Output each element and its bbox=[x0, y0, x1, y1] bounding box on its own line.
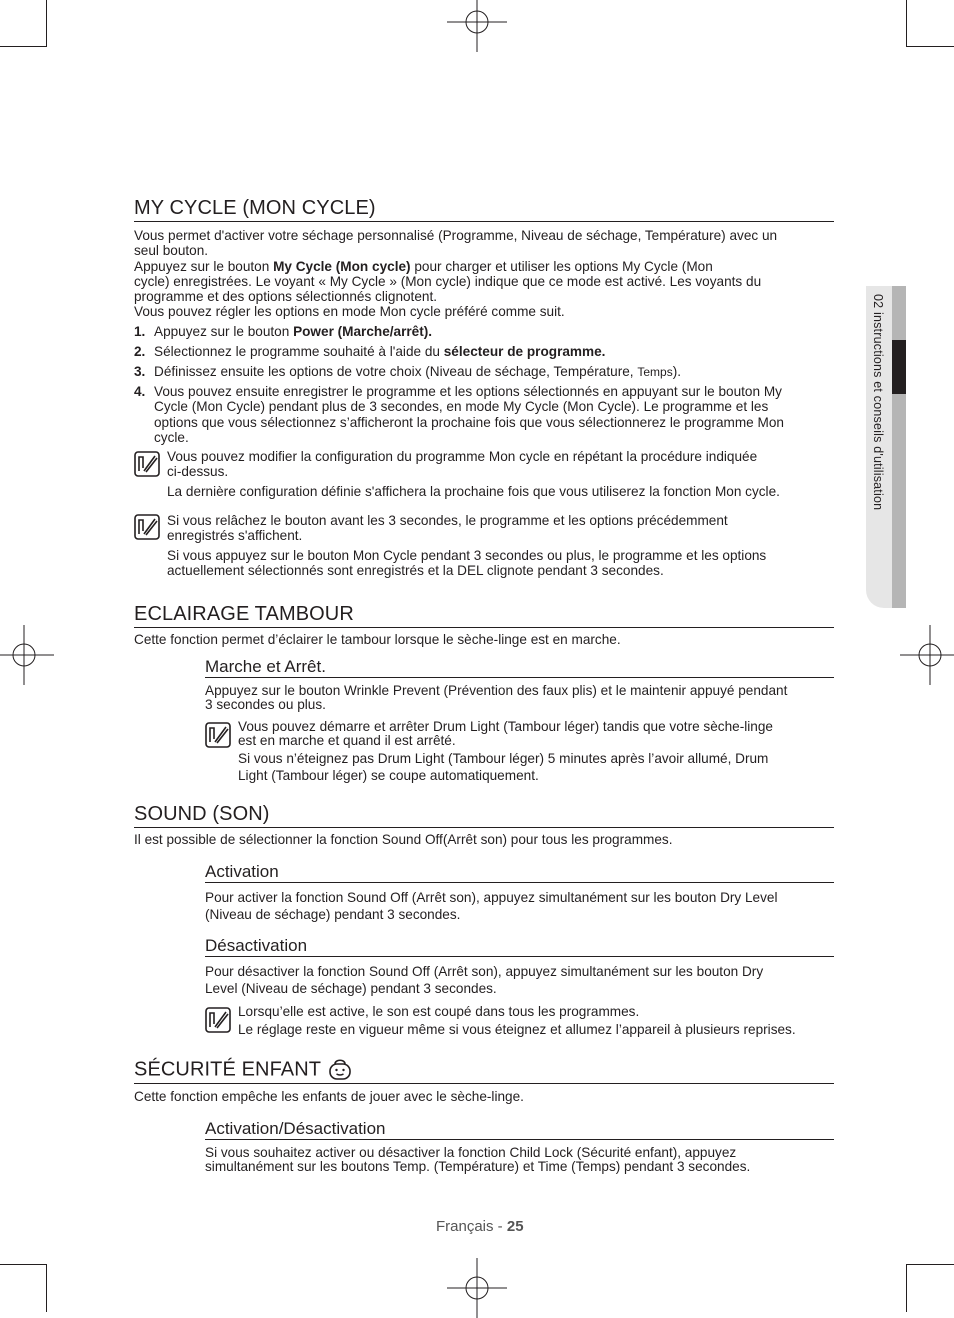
text-span: Définissez ensuite les options de votre choix (Niveau de séchage, Température, bbox=[154, 364, 638, 379]
text-span: Appuyez sur le bouton bbox=[134, 258, 274, 274]
text-line: Light (Tambour léger) se coupe automatiquement. bbox=[238, 768, 539, 784]
text-line: Vous pouvez démarre et arrêter Drum Light (Tambour léger) tandis que votre sèche-linge bbox=[238, 719, 773, 734]
text-line: Vous pouvez modifier la configuration du programme Mon cycle en répétant la procédure indiquée bbox=[167, 449, 758, 464]
paragraph: Il est possible de sélectionner la fonction Sound Off(Arrêt son) pour tous les programmes. bbox=[134, 832, 673, 847]
subheading-desactivation: Désactivation bbox=[205, 936, 834, 957]
text-line: enregistrés s'affichent. bbox=[167, 528, 303, 544]
paragraph bbox=[205, 963, 835, 997]
page-footer bbox=[436, 1218, 524, 1235]
section-heading-my-cycle: MY CYCLE (MON CYCLE) bbox=[134, 197, 834, 222]
text-line: Si vous n’éteignez pas Drum Light (Tambour léger) 5 minutes après l’avoir allumé, Drum bbox=[238, 751, 769, 766]
page-number: 25 bbox=[506, 1218, 524, 1235]
chapter-tab-bar bbox=[892, 286, 906, 608]
crop-mark bbox=[906, 1264, 954, 1265]
small-text: Temps bbox=[637, 365, 673, 379]
step-number: 2. bbox=[134, 344, 146, 359]
crop-mark bbox=[0, 46, 47, 47]
text-line: cycle) enregistrées. Le voyant « My Cycle » (Mon cycle) indique que ce mode est activé. Les voyants du bbox=[134, 273, 762, 289]
text-line: Vous pouvez ensuite enregistrer le programme et les options sélectionnés en appuyant sur le bouton My bbox=[154, 384, 782, 399]
text-line: (Niveau de séchage) pendant 3 secondes. bbox=[205, 907, 461, 922]
note-icon bbox=[134, 514, 160, 540]
text-line: Cycle (Mon Cycle) pendant plus de 3 secondes, en mode My Cycle (Mon Cycle). Le programme et les bbox=[154, 399, 769, 415]
subheading-marche-arret: Marche et Arrêt. bbox=[205, 657, 834, 678]
registration-mark-icon bbox=[0, 625, 54, 685]
crop-mark bbox=[0, 1264, 47, 1265]
text-line: Vous permet d'activer votre séchage personnalisé (Programme, Niveau de séchage, Température) avec un bbox=[134, 228, 778, 243]
text-line: La dernière configuration définie s'affichera la prochaine fois que vous utiliserez la fonction Mon cycle. bbox=[167, 483, 780, 499]
text-line: Vous pouvez régler les options en mode Mon cycle préféré comme suit. bbox=[134, 304, 565, 320]
text-line: seul bouton. bbox=[134, 243, 209, 259]
registration-mark-icon bbox=[900, 625, 954, 685]
text-line bbox=[134, 259, 834, 274]
text-line: Level (Niveau de séchage) pendant 3 secondes. bbox=[205, 981, 497, 996]
subheading-activation-desactivation: Activation/Désactivation bbox=[205, 1119, 834, 1140]
note-text bbox=[238, 720, 838, 784]
text-line: Si vous appuyez sur le bouton Mon Cycle pendant 3 secondes ou plus, le programme et les options bbox=[167, 547, 767, 563]
crop-mark bbox=[906, 1264, 907, 1312]
crop-mark bbox=[906, 46, 954, 47]
text-line: Pour activer la fonction Sound Off (Arrêt son), appuyez simultanément sur les bouton Dry Level bbox=[205, 890, 778, 905]
chapter-tab-label: 02 instructions et conseils d'utilisation bbox=[871, 294, 885, 511]
footer-language: Français - bbox=[436, 1218, 507, 1235]
section-heading-securite bbox=[134, 1057, 834, 1084]
text-span: Appuyez sur le bouton bbox=[154, 324, 294, 339]
subheading-activation: Activation bbox=[205, 862, 834, 883]
bold-text: My Cycle (Mon cycle) bbox=[273, 258, 411, 274]
section-heading-eclairage: ECLAIRAGE TAMBOUR bbox=[134, 603, 834, 628]
child-lock-icon bbox=[327, 1055, 353, 1081]
note-text bbox=[167, 513, 837, 578]
section-heading-text: SÉCURITÉ ENFANT bbox=[134, 1058, 322, 1081]
text-line: Lorsqu’elle est active, le son est coupé dans tous les programmes. bbox=[238, 1004, 640, 1019]
note-icon bbox=[205, 722, 231, 748]
text-line: Pour désactiver la fonction Sound Off (Arrêt son), appuyez simultanément sur les bouton Dry bbox=[205, 964, 764, 979]
text-line: simultanément sur les boutons Temp. (Température) et Time (Temps) pendant 3 secondes. bbox=[205, 1158, 751, 1174]
section-heading-sound: SOUND (SON) bbox=[134, 803, 834, 828]
note-text bbox=[167, 449, 837, 499]
note-icon bbox=[205, 1007, 231, 1033]
text-span: Sélectionnez le programme souhaité à l'aide du bbox=[154, 344, 444, 359]
chapter-tab-marker bbox=[892, 340, 906, 394]
paragraph bbox=[205, 889, 835, 923]
text-line: Appuyez sur le bouton Wrinkle Prevent (Prévention des faux plis) et le maintenir appuyé pendant bbox=[205, 683, 788, 698]
note-text bbox=[238, 1003, 838, 1038]
text-line: 3 secondes ou plus. bbox=[205, 696, 326, 712]
text-line: Si vous relâchez le bouton avant les 3 secondes, le programme et les options précédemment bbox=[167, 513, 728, 528]
text-line: actuellement sélectionnés sont enregistrés et la DEL clignote pendant 3 secondes. bbox=[167, 562, 664, 578]
bold-text: Power (Marche/arrêt). bbox=[293, 324, 433, 339]
paragraph: Cette fonction empêche les enfants de jouer avec le sèche-linge. bbox=[134, 1089, 524, 1104]
text-line: est en marche et quand il est arrêté. bbox=[238, 733, 456, 748]
crop-mark bbox=[46, 1264, 47, 1312]
text-line: programme et des options sélectionnés clignotent. bbox=[134, 289, 438, 305]
paragraph bbox=[134, 228, 834, 320]
text-span: pour charger et utiliser les options My Cycle (Mon bbox=[410, 258, 713, 274]
crop-mark bbox=[46, 0, 47, 47]
step-number: 1. bbox=[134, 324, 146, 339]
paragraph: Cette fonction permet d’éclairer le tambour lorsque le sèche-linge est en marche. bbox=[134, 632, 621, 647]
registration-mark-icon bbox=[447, 1258, 507, 1318]
registration-mark-icon bbox=[447, 0, 507, 52]
step-text bbox=[154, 324, 834, 339]
text-line: Le réglage reste en vigueur même si vous éteignez et allumez l’appareil à plusieurs reprises. bbox=[238, 1021, 796, 1037]
paragraph bbox=[205, 684, 835, 711]
bold-text: sélecteur de programme. bbox=[443, 344, 606, 359]
note-icon bbox=[134, 451, 160, 477]
text-line: Si vous souhaitez activer ou désactiver la fonction Child Lock (Sécurité enfant), appuyez bbox=[205, 1145, 737, 1160]
step-number: 4. bbox=[134, 384, 146, 399]
text-span: ). bbox=[672, 364, 682, 379]
crop-mark bbox=[906, 0, 907, 47]
step-text bbox=[154, 364, 834, 380]
step-text bbox=[154, 344, 834, 359]
text-line: cycle. bbox=[154, 429, 189, 445]
step-number: 3. bbox=[134, 364, 146, 379]
paragraph bbox=[205, 1146, 835, 1173]
step-text bbox=[154, 384, 844, 445]
text-line: options que vous sélectionnez s’afficheront la prochaine fois que vous sélectionnerez le programme Mon bbox=[154, 414, 784, 430]
text-line: ci-dessus. bbox=[167, 464, 229, 480]
